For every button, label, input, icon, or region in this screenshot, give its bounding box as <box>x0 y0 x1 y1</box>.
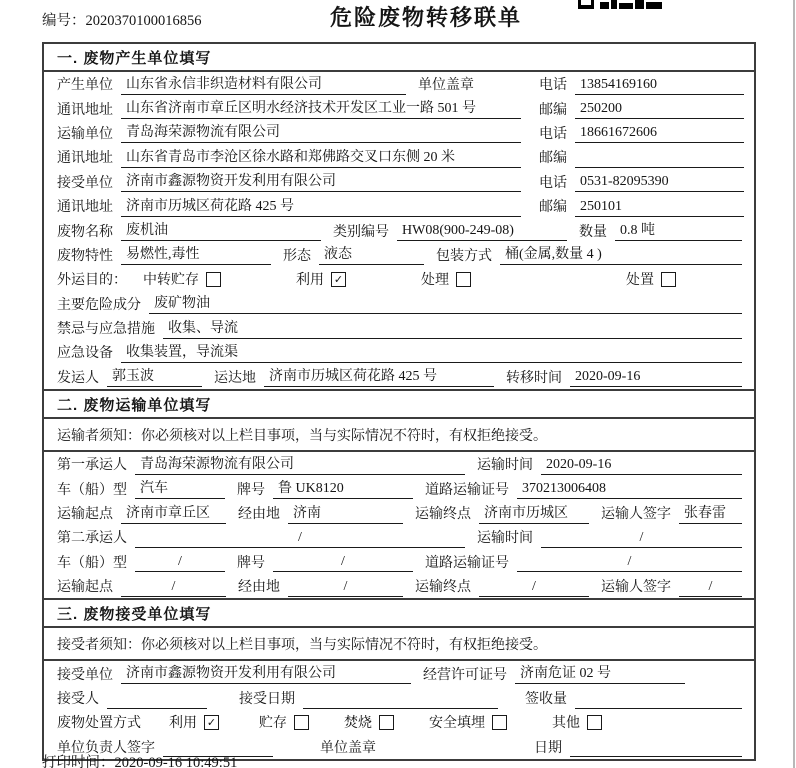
plate-number-label: 牌号 <box>237 482 265 498</box>
waste-name-label: 废物名称 <box>57 224 113 240</box>
first-carrier-row <box>44 452 754 476</box>
serial-number <box>42 9 202 30</box>
carrier-signature-label: 运输人签字 <box>601 507 671 523</box>
second-carrier-row <box>44 525 754 549</box>
transporter-address-row <box>44 145 754 169</box>
section3-header: 三. 废物接受单位填写 <box>44 598 754 628</box>
accept-unit-row <box>44 661 754 685</box>
route-start-value: 济南市章丘区 <box>121 503 226 524</box>
waste-property-label: 废物特性 <box>57 248 113 264</box>
destination-label: 运达地 <box>214 370 256 386</box>
checkbox-disposal-store <box>294 715 309 730</box>
vehicle-type-label: 车（船）型 <box>57 482 127 498</box>
road-permit-label: 道路运输证号 <box>425 482 509 498</box>
route-end-label: 运输终点 <box>415 580 471 596</box>
road-permit-value: 370213006408 <box>517 478 742 499</box>
receiver-notice: 接受者须知：你必须核对以上栏目事项，当与实际情况不符时，有权拒绝接受。 <box>44 628 754 661</box>
address-label: 通讯地址 <box>57 151 113 167</box>
receiver-unit-row <box>44 170 754 194</box>
road-permit-label: 道路运输证号 <box>425 555 509 571</box>
first-carrier-label: 第一承运人 <box>57 458 127 474</box>
acceptor-row <box>44 686 754 710</box>
address-label: 通讯地址 <box>57 200 113 216</box>
form-state-label: 形态 <box>283 248 311 264</box>
category-code-label: 类别编号 <box>333 224 389 240</box>
checkbox-disposal-landfill <box>492 715 507 730</box>
manifest-form <box>42 42 756 761</box>
print-time-value: 2020-09-16 10:49:51 <box>114 755 238 768</box>
disposal-method-label: 废物处置方式 <box>57 716 141 732</box>
emergency-equipment-row <box>44 340 754 364</box>
transport-time-label: 运输时间 <box>477 458 533 474</box>
option-transit-storage-label: 中转贮存 <box>143 273 199 289</box>
transporter-notice: 运输者须知：你必须核对以上栏目事项，当与实际情况不符时，有权拒绝接受。 <box>44 419 754 452</box>
destination-value: 济南市历城区荷花路 425 号 <box>264 366 494 387</box>
route-end-label: 运输终点 <box>415 507 471 523</box>
waste-name-row <box>44 218 754 242</box>
option-other-label: 其他 <box>552 716 580 732</box>
hazard-component-row <box>44 292 754 316</box>
accept-date-label: 接受日期 <box>239 692 295 707</box>
waste-name-value: 废机油 <box>121 220 321 241</box>
category-code-value: HW08(900-249-08) <box>397 220 567 241</box>
second-route-via-value: / <box>288 576 403 597</box>
transfer-date-label: 转移时间 <box>506 370 562 386</box>
consignor-value: 郭玉波 <box>107 366 202 387</box>
waste-property-row <box>44 243 754 267</box>
option-landfill-label: 安全填埋 <box>429 716 485 732</box>
postcode-label: 邮编 <box>539 102 567 118</box>
checkbox-utilize: ✓ <box>331 272 346 287</box>
transport-time-label: 运输时间 <box>477 531 533 547</box>
transfer-purpose-label: 外运目的： <box>57 273 127 289</box>
option-treat-label: 处理 <box>421 273 449 289</box>
transfer-purpose-row <box>44 267 754 291</box>
print-time <box>42 751 237 768</box>
second-plate-number-value: / <box>273 551 413 572</box>
generator-unit-label: 产生单位 <box>57 78 113 94</box>
receiver-address-row <box>44 194 754 218</box>
transporter-unit-value: 青岛海荣源物流有限公司 <box>121 122 521 143</box>
date-value <box>570 736 742 757</box>
first-transport-time-value: 2020-09-16 <box>541 454 742 475</box>
checkbox-treat <box>456 272 471 287</box>
transporter-unit-label: 运输单位 <box>57 126 113 142</box>
checkbox-disposal-other <box>587 715 602 730</box>
transporter-address-value: 山东省青岛市李沧区徐水路和郑佛路交叉口东侧 20 米 <box>121 147 521 168</box>
phone-label: 电话 <box>539 175 567 191</box>
quantity-value: 0.8 吨 <box>615 220 742 241</box>
license-number-label: 经营许可证号 <box>423 667 507 683</box>
receiver-phone-value: 0531-82095390 <box>575 171 744 192</box>
first-vehicle-row <box>44 476 754 500</box>
first-route-row <box>44 501 754 525</box>
date-label: 日期 <box>534 740 562 756</box>
consignor-label: 发运人 <box>57 370 99 386</box>
second-vehicle-type-value: / <box>135 551 225 572</box>
hazard-component-value: 废矿物油 <box>149 293 742 314</box>
serial-label: 编号： <box>42 13 86 29</box>
acceptor-label: 接受人 <box>57 692 99 707</box>
plate-number-label: 牌号 <box>237 555 265 571</box>
received-quantity-label: 签收量 <box>525 692 567 707</box>
generator-postcode-value: 250200 <box>575 98 744 119</box>
second-carrier-signature-value: / <box>679 576 742 597</box>
route-start-label: 运输起点 <box>57 580 113 596</box>
accept-unit-label: 接受单位 <box>57 667 113 683</box>
emergency-equipment-label: 应急设备 <box>57 346 113 362</box>
postcode-label: 邮编 <box>539 151 567 167</box>
packaging-label: 包装方式 <box>436 248 492 264</box>
generator-address-value: 山东省济南市章丘区明水经济技术开发区工业一路 501 号 <box>121 98 521 119</box>
responsible-signature-label: 单位负责人签字 <box>57 740 155 756</box>
transporter-postcode-value <box>575 147 744 168</box>
form-state-value: 液态 <box>319 244 424 265</box>
option-utilize-label: 利用 <box>296 273 324 289</box>
emergency-equipment-value: 收集装置，导流渠 <box>121 342 742 363</box>
transporter-unit-row <box>44 121 754 145</box>
generator-unit-row <box>44 72 754 96</box>
vehicle-type-label: 车（船）型 <box>57 555 127 571</box>
vehicle-type-value: 汽车 <box>135 478 225 499</box>
checkbox-disposal-incinerate <box>379 715 394 730</box>
route-start-label: 运输起点 <box>57 507 113 523</box>
option-utilize-label: 利用 <box>169 716 197 732</box>
generator-address-row <box>44 96 754 120</box>
page-edge-line <box>793 0 795 768</box>
second-carrier-label: 第二承运人 <box>57 531 127 547</box>
second-vehicle-row <box>44 550 754 574</box>
route-via-label: 经由地 <box>238 580 280 596</box>
second-route-end-value: / <box>479 576 589 597</box>
checkbox-transit-storage <box>206 272 221 287</box>
second-route-row <box>44 574 754 598</box>
carrier-signature-label: 运输人签字 <box>601 580 671 596</box>
second-route-start-value: / <box>121 576 226 597</box>
route-via-label: 经由地 <box>238 507 280 523</box>
section2-header: 二. 废物运输单位填写 <box>44 389 754 419</box>
address-label: 通讯地址 <box>57 102 113 118</box>
second-road-permit-value: / <box>517 551 742 572</box>
transfer-date-value: 2020-09-16 <box>570 366 742 387</box>
option-incinerate-label: 焚烧 <box>344 716 372 732</box>
waste-property-value: 易燃性,毒性 <box>121 244 271 265</box>
second-carrier-value: / <box>135 527 465 548</box>
print-time-label: 打印时间： <box>42 755 115 768</box>
packaging-value: 桶(金属,数量 4 ) <box>500 244 742 265</box>
unit-seal-label: 单位盖章 <box>320 740 376 756</box>
carrier-signature-value: 张春雷 <box>679 503 742 524</box>
checkbox-dispose <box>661 272 676 287</box>
receiver-unit-label: 接受单位 <box>57 175 113 191</box>
received-quantity-value <box>575 688 742 709</box>
quantity-label: 数量 <box>579 224 607 240</box>
plate-number-value: 鲁 UK8120 <box>273 478 413 499</box>
receiver-unit-value: 济南市鑫源物资开发利用有限公司 <box>121 171 521 192</box>
license-number-value: 济南危证 02 号 <box>515 663 685 684</box>
route-via-value: 济南 <box>288 503 403 524</box>
unit-seal-label: 单位盖章 <box>418 78 474 94</box>
qr-code-icon <box>578 0 662 10</box>
phone-label: 电话 <box>539 78 567 94</box>
transporter-phone-value: 18661672606 <box>575 122 744 143</box>
option-store-label: 贮存 <box>259 716 287 732</box>
emergency-measures-label: 禁忌与应急措施 <box>57 322 155 338</box>
generator-phone-value: 13854169160 <box>575 74 744 95</box>
hazard-component-label: 主要危险成分 <box>57 297 141 313</box>
option-dispose-label: 处置 <box>626 273 654 289</box>
generator-unit-value: 山东省永信非织造材料有限公司 <box>121 74 406 95</box>
section1-header: 一. 废物产生单位填写 <box>44 44 754 72</box>
first-carrier-value: 青岛海荣源物流有限公司 <box>135 454 465 475</box>
postcode-label: 邮编 <box>539 200 567 216</box>
route-end-value: 济南市历城区 <box>479 503 589 524</box>
disposal-method-row <box>44 710 754 734</box>
second-transport-time-value: / <box>541 527 742 548</box>
checkbox-disposal-utilize: ✓ <box>204 715 219 730</box>
accept-date-value <box>303 688 498 709</box>
serial-value: 2020370100016856 <box>85 13 202 29</box>
consignor-row <box>44 365 754 389</box>
emergency-measures-value: 收集、导流 <box>163 318 742 339</box>
acceptor-value <box>107 688 207 709</box>
phone-label: 电话 <box>539 126 567 142</box>
accept-unit-value: 济南市鑫源物资开发利用有限公司 <box>121 663 411 684</box>
page-title: 危险废物转移联单 <box>330 5 523 30</box>
receiver-address-value: 济南市历城区荷花路 425 号 <box>121 196 521 217</box>
receiver-postcode-value: 250101 <box>575 196 744 217</box>
emergency-measures-row <box>44 316 754 340</box>
